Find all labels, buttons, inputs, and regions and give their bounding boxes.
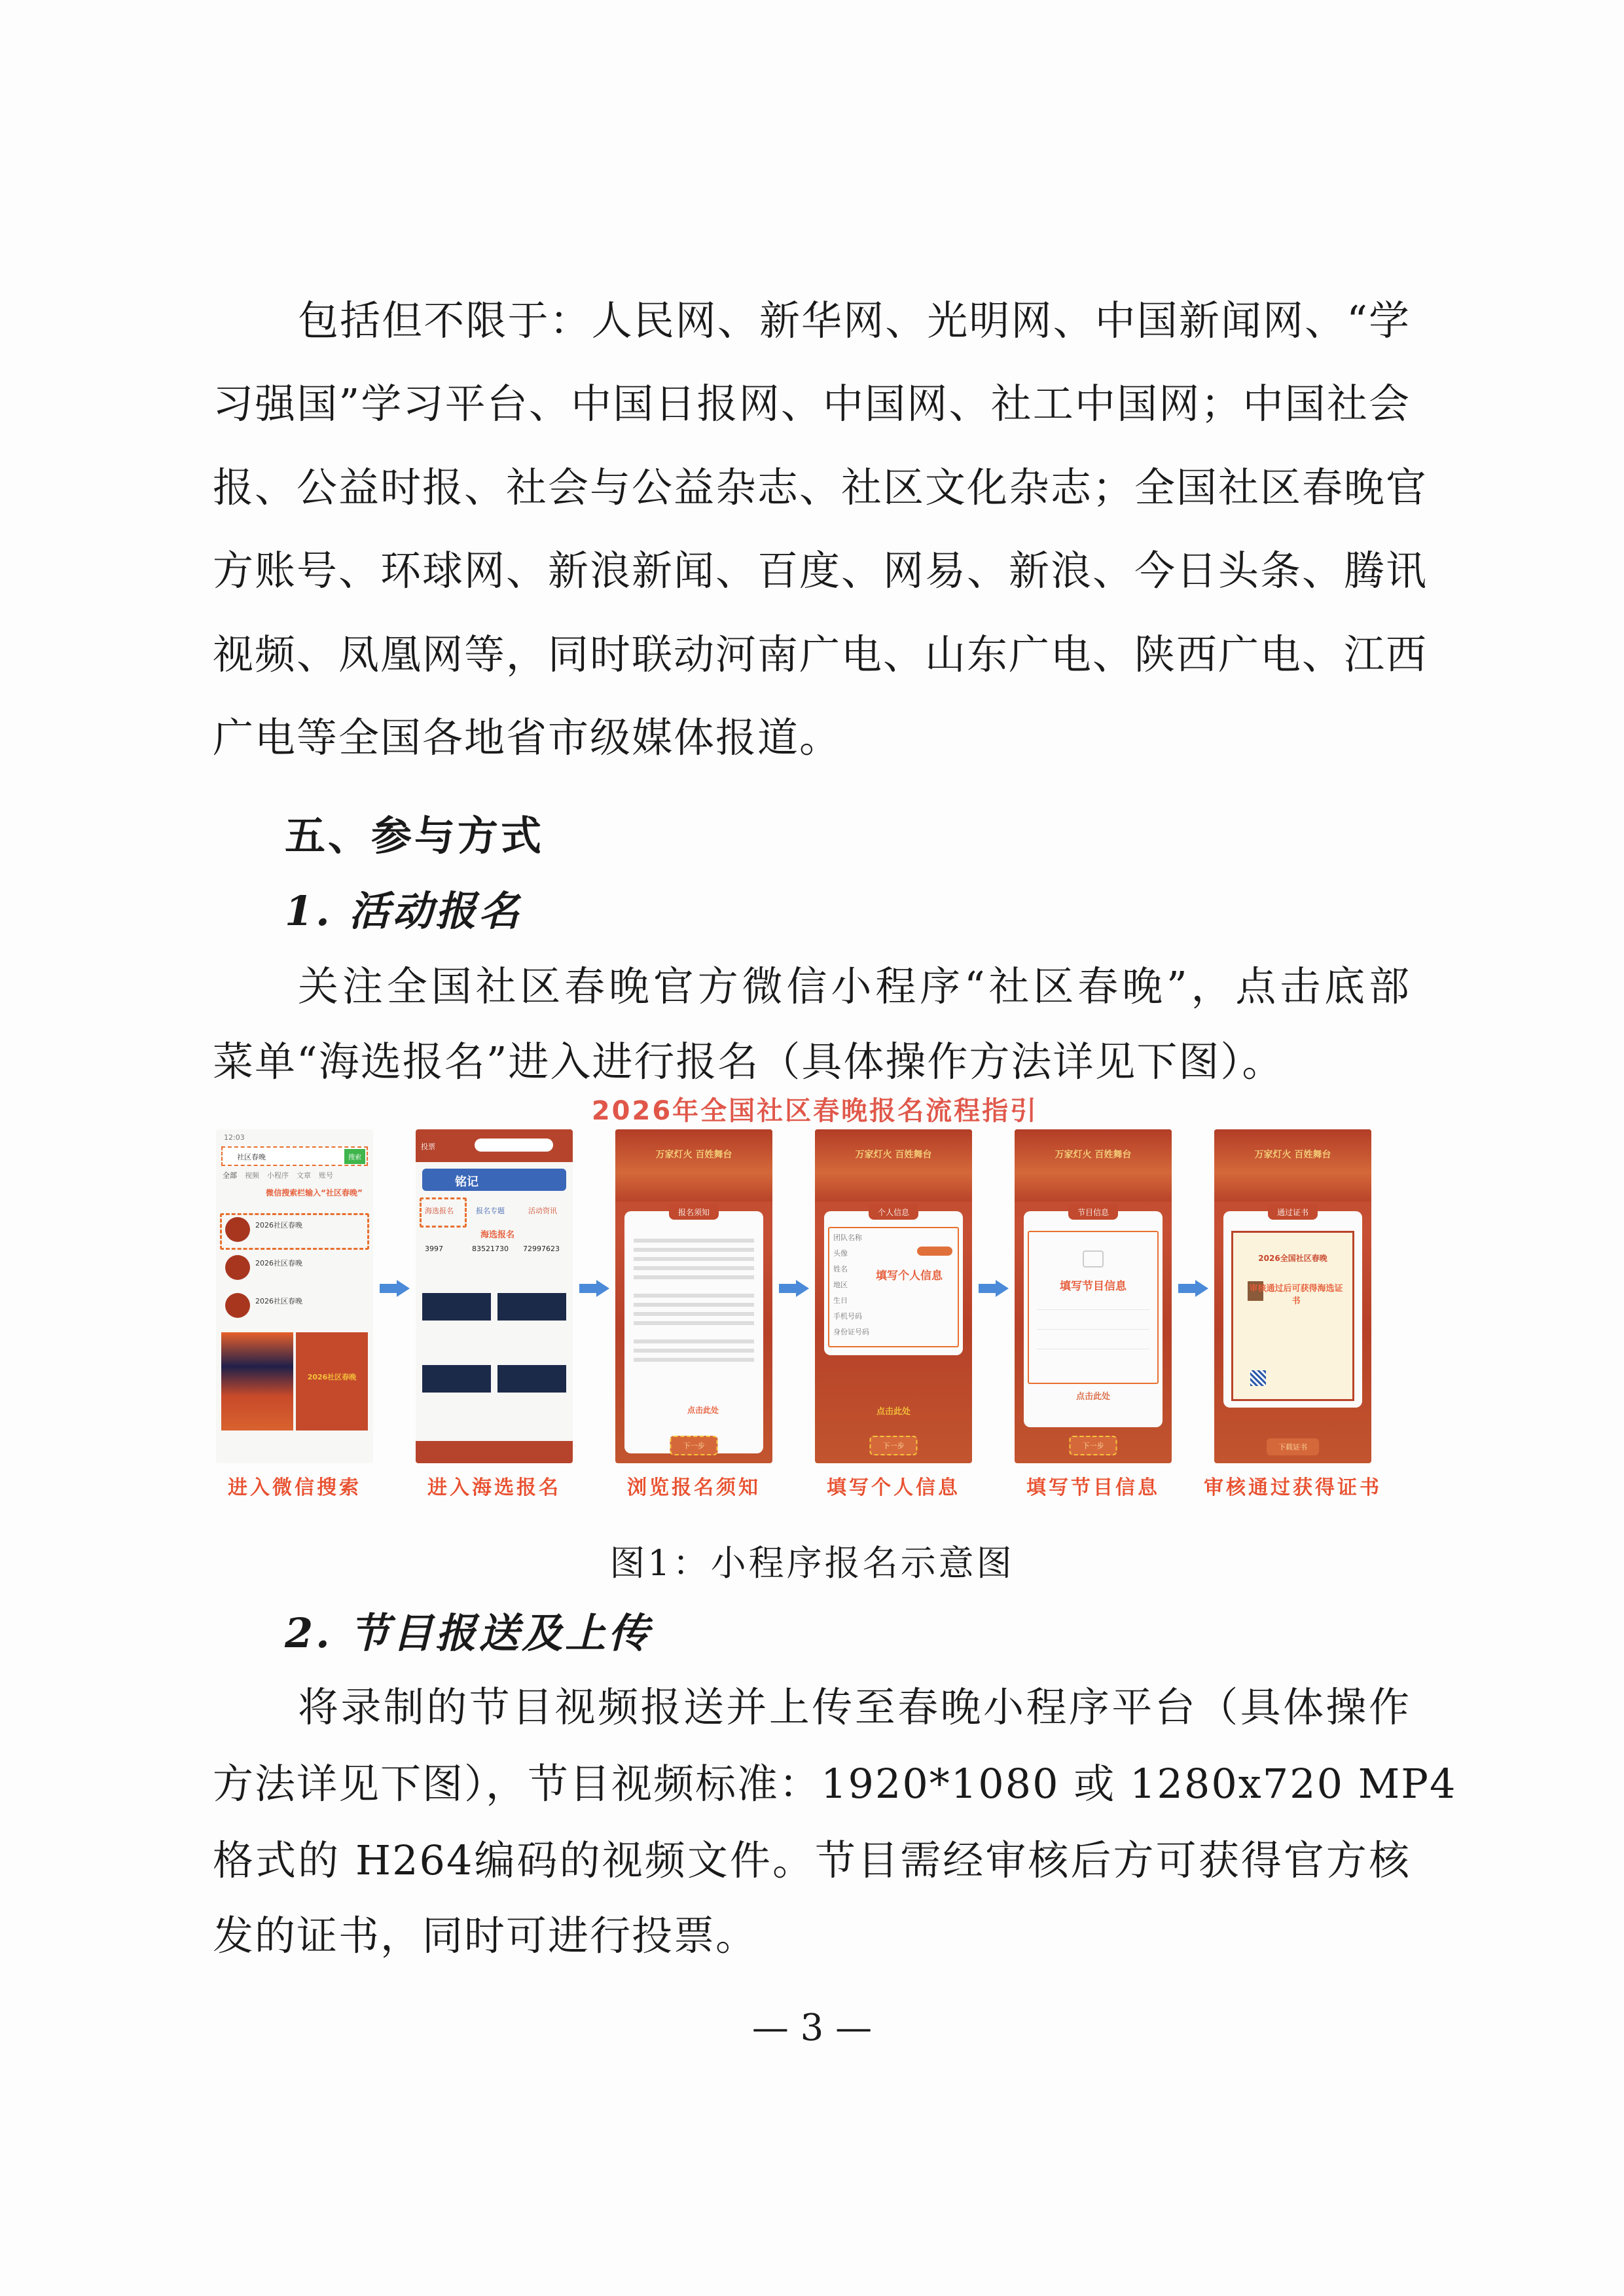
step-label: 浏览报名须知 xyxy=(627,1476,761,1499)
step-label: 审核通过获得证书 xyxy=(1204,1476,1382,1499)
annotation-text: 填写节目信息 xyxy=(1060,1280,1127,1293)
screen-banner: 万家灯火 百姓舞台 xyxy=(615,1129,772,1201)
search-tabs xyxy=(223,1170,333,1180)
annotation-text: 填写个人信息 xyxy=(876,1269,943,1283)
field-label[interactable]: 头像 xyxy=(833,1249,848,1258)
screen-wechat-search xyxy=(216,1129,373,1463)
subsection-heading: 2. 节目报送及上传 xyxy=(285,1609,652,1657)
text-line: 发的证书，同时可进行投票。 xyxy=(213,1912,758,1959)
video-thumbnail[interactable]: 2026社区春晚 xyxy=(296,1332,368,1430)
hint-text: 点击此处 xyxy=(1075,1392,1110,1402)
field-label[interactable]: 身份证号码 xyxy=(833,1328,869,1336)
text-line: 视频、凤凰网等，同时联动河南广电、山东广电、陕西广电、江西 xyxy=(213,630,1428,678)
tab-miniprogram[interactable]: 小程序 xyxy=(267,1171,289,1180)
field-label[interactable]: 团队名称 xyxy=(833,1233,862,1242)
arrow-right-icon xyxy=(979,1280,1009,1297)
hint-text: 点击此处 xyxy=(876,1407,911,1417)
qr-code xyxy=(1250,1370,1266,1386)
video-thumbnail[interactable] xyxy=(497,1293,566,1321)
subsection-heading: 1. 活动报名 xyxy=(285,887,522,935)
annotation-text: 点击此处 xyxy=(687,1406,719,1415)
text-line: 关注全国社区春晚官方微信小程序“社区春晚”，点击底部 xyxy=(298,962,1411,1010)
next-button[interactable]: 下一步 xyxy=(870,1436,918,1455)
screen-banner: 万家灯火 百姓舞台 xyxy=(1015,1129,1172,1201)
step-label: 进入海选报名 xyxy=(427,1476,561,1499)
field-label[interactable]: 地区 xyxy=(833,1281,848,1289)
annotation-text: 海选报名 xyxy=(480,1230,514,1240)
notice-card: 报名须知 点击此处 xyxy=(624,1211,763,1453)
step-label: 填写个人信息 xyxy=(827,1476,960,1499)
tab-video[interactable]: 视频 xyxy=(245,1171,259,1180)
video-thumbnail[interactable] xyxy=(497,1365,566,1393)
bottom-nav[interactable] xyxy=(416,1441,573,1463)
menu-news[interactable]: 活动资讯 xyxy=(528,1207,557,1215)
result-avatar xyxy=(225,1293,250,1318)
search-input[interactable]: 社区春晚 xyxy=(237,1153,266,1161)
text-line: 包括但不限于：人民网、新华网、光明网、中国新闻网、“学 xyxy=(298,297,1411,344)
page-number: — 3 — xyxy=(751,2007,873,2049)
video-thumbnail[interactable] xyxy=(221,1332,293,1430)
notice-text-block xyxy=(634,1233,754,1367)
text-line: 将录制的节目视频报送并上传至春晚小程序平台（具体操作 xyxy=(298,1683,1411,1731)
screen-certificate xyxy=(1214,1129,1371,1463)
search-bar[interactable] xyxy=(221,1146,368,1166)
program-info-form: 节目信息 填写节目信息 点击此处 xyxy=(1024,1211,1163,1427)
status-time: 12:03 xyxy=(224,1133,245,1142)
search-input[interactable] xyxy=(475,1139,553,1152)
text-line: 广电等全国各地省市级媒体报道。 xyxy=(213,714,842,761)
certificate xyxy=(1231,1231,1354,1401)
text-line: 习强国”学习平台、中国日报网、中国网、社工中国网；中国社会 xyxy=(213,380,1411,428)
arrow-right-icon xyxy=(779,1280,809,1297)
header-title: 投票 xyxy=(421,1142,435,1151)
arrow-right-icon xyxy=(1178,1280,1208,1297)
tab-account[interactable]: 账号 xyxy=(319,1171,333,1180)
screen-banner: 万家灯火 百姓舞台 xyxy=(1214,1129,1371,1201)
result-avatar xyxy=(225,1217,250,1242)
app-header xyxy=(416,1129,573,1162)
text-line: 报、公益时报、社会与公益杂志、社区文化杂志；全国社区春晚官 xyxy=(213,464,1428,511)
banner[interactable]: 铭记 xyxy=(422,1169,566,1191)
stat: 3997 xyxy=(425,1245,443,1253)
field-label[interactable]: 手机号码 xyxy=(833,1312,862,1321)
camera-upload-icon[interactable] xyxy=(1083,1250,1104,1267)
menu-audition[interactable]: 海选报名 xyxy=(425,1207,454,1215)
stat: 72997623 xyxy=(523,1245,560,1253)
figure-title: 2026年全国社区春晚报名流程指引 xyxy=(591,1096,1039,1126)
tab-all[interactable]: 全部 xyxy=(223,1171,237,1180)
video-thumbnail[interactable] xyxy=(422,1365,491,1393)
text-line: 方法详见下图），节目视频标准：1920*1080 或 1280x720 MP4 xyxy=(213,1760,1457,1808)
text-line: 菜单“海选报名”进入进行报名（具体操作方法详见下图）。 xyxy=(213,1038,1284,1085)
certificate-card: 通过证书 2026全国社区春晚 审核通过后可获得海选证书 xyxy=(1223,1211,1362,1408)
certificate-title: 2026全国社区春晚 xyxy=(1258,1254,1327,1263)
annotation-text: 审核通过后可获得海选证书 xyxy=(1249,1284,1343,1306)
upload-avatar-button[interactable] xyxy=(917,1247,952,1256)
screen-audition-home xyxy=(416,1129,573,1463)
result-title[interactable]: 2026社区春晚 xyxy=(255,1297,302,1305)
stat: 83521730 xyxy=(472,1245,509,1253)
tab-article[interactable]: 文章 xyxy=(297,1171,311,1180)
screen-program-info xyxy=(1015,1129,1172,1463)
screen-banner: 万家灯火 百姓舞台 xyxy=(815,1129,972,1201)
step-label: 进入微信搜索 xyxy=(228,1476,361,1499)
field-label[interactable]: 生日 xyxy=(833,1296,848,1305)
field-label[interactable]: 姓名 xyxy=(833,1265,848,1273)
result-title[interactable]: 2026社区春晚 xyxy=(255,1221,302,1230)
arrow-right-icon xyxy=(380,1280,410,1297)
arrow-right-icon xyxy=(579,1280,609,1297)
figure-caption: 图1：小程序报名示意图 xyxy=(609,1542,1015,1584)
section-heading: 五、参与方式 xyxy=(285,812,545,860)
next-button[interactable]: 下一步 xyxy=(670,1436,718,1455)
annotation-text: 微信搜索栏输入“社区春晚” xyxy=(266,1188,363,1197)
result-avatar xyxy=(225,1255,250,1280)
personal-info-form: 个人信息 团队名称 头像 姓名 地区 生日 手机号码 身份证号码 填写个人信息 xyxy=(824,1211,963,1355)
step-label: 填写节目信息 xyxy=(1026,1476,1160,1499)
screen-personal-info xyxy=(815,1129,972,1463)
video-thumbnail[interactable] xyxy=(422,1293,491,1321)
download-certificate-button[interactable]: 下载证书 xyxy=(1267,1438,1319,1455)
text-line: 格式的 H264编码的视频文件。节目需经审核后方可获得官方核 xyxy=(213,1836,1411,1884)
next-button[interactable]: 下一步 xyxy=(1070,1436,1117,1455)
result-title[interactable]: 2026社区春晚 xyxy=(255,1259,302,1267)
menu-topic[interactable]: 报名专题 xyxy=(476,1207,505,1215)
screen-registration-notice xyxy=(615,1129,772,1463)
text-line: 方账号、环球网、新浪新闻、百度、网易、新浪、今日头条、腾讯 xyxy=(213,547,1428,594)
registration-flow-figure xyxy=(216,1084,1414,1509)
search-button[interactable]: 搜索 xyxy=(344,1149,365,1164)
